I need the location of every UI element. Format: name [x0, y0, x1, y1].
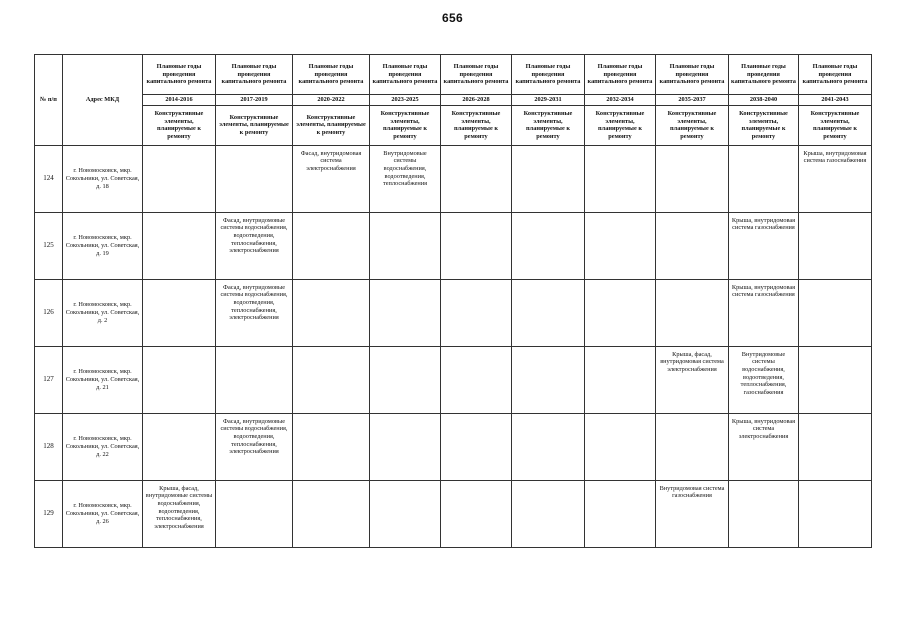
repair-elements-cell: [143, 279, 216, 346]
header-row-labels: [35, 55, 872, 95]
repair-elements-cell: [799, 279, 872, 346]
row-number: 129: [35, 480, 63, 547]
repair-elements-cell: [143, 212, 216, 279]
repair-elements-cell: Фасад, внутридомовые системы водоснабжения, водоотведения, теплоснабжения, электроснабжения: [216, 413, 293, 480]
repair-elements-cell: [441, 413, 512, 480]
page-number: 656: [442, 11, 463, 25]
repair-elements-cell: [216, 346, 293, 413]
period-header: 2020-2022: [293, 95, 370, 106]
address-header: Адрес МКД: [63, 55, 143, 146]
repair-elements-cell: [729, 145, 799, 212]
period-header: 2035-2037: [656, 95, 729, 106]
row-number: 124: [35, 145, 63, 212]
repair-elements-cell: [441, 212, 512, 279]
repair-elements-cell: Крыша, внутридомовая система газоснабжения: [799, 145, 872, 212]
planned-years-header: Плановые годы проведения капитального ремонта: [293, 55, 370, 95]
repair-elements-cell: [441, 346, 512, 413]
row-address: г. Новомосковск, мкр. Сокольники, ул. Советская, д. 19: [63, 212, 143, 279]
repair-elements-cell: [656, 413, 729, 480]
repair-elements-cell: [656, 145, 729, 212]
elements-header: Конструктивные элементы, планируемые к ремонту: [370, 105, 441, 145]
repair-elements-cell: [370, 413, 441, 480]
repair-elements-cell: [441, 145, 512, 212]
row-address: г. Новомосковск, мкр. Сокольники, ул. Советская, д. 2: [63, 279, 143, 346]
repair-elements-cell: [512, 212, 585, 279]
repair-elements-cell: Фасад, внутридомовые системы водоснабжения, водоотведения, теплоснабжения, электроснабжения: [216, 279, 293, 346]
repair-elements-cell: [729, 480, 799, 547]
repair-elements-cell: Внутридомовые системы водоснабжения, водоотведения, теплоснабжения: [370, 145, 441, 212]
table-row: [35, 346, 872, 413]
header-row-elements: [35, 105, 872, 145]
planned-years-header: Плановые годы проведения капитального ремонта: [729, 55, 799, 95]
repair-elements-cell: [656, 279, 729, 346]
repair-elements-cell: [585, 346, 656, 413]
table-body: [35, 145, 872, 547]
repair-elements-cell: [512, 413, 585, 480]
repair-elements-cell: [370, 279, 441, 346]
repair-elements-cell: [143, 413, 216, 480]
planned-years-header: Плановые годы проведения капитального ремонта: [585, 55, 656, 95]
table-row: [35, 212, 872, 279]
repair-elements-cell: [293, 212, 370, 279]
planned-years-header: Плановые годы проведения капитального ремонта: [143, 55, 216, 95]
repair-elements-cell: [585, 212, 656, 279]
repair-elements-cell: [799, 413, 872, 480]
planned-years-header: Плановые годы проведения капитального ремонта: [512, 55, 585, 95]
row-address: г. Новомосковск, мкр. Сокольники, ул. Советская, д. 21: [63, 346, 143, 413]
repair-elements-cell: [799, 346, 872, 413]
table-row: [35, 413, 872, 480]
planned-years-header: Плановые годы проведения капитального ремонта: [370, 55, 441, 95]
repair-elements-cell: [143, 145, 216, 212]
repair-elements-cell: [799, 480, 872, 547]
repair-elements-cell: [293, 413, 370, 480]
repair-elements-cell: [216, 480, 293, 547]
repair-elements-cell: [512, 346, 585, 413]
repair-elements-cell: [585, 279, 656, 346]
period-header: 2029-2031: [512, 95, 585, 106]
capital-repair-table: [34, 54, 872, 548]
row-address: г. Новомосковск, мкр. Сокольники, ул. Советская, д. 26: [63, 480, 143, 547]
header-row-years: [35, 95, 872, 106]
period-header: 2017-2019: [216, 95, 293, 106]
row-number: 127: [35, 346, 63, 413]
table-row: [35, 145, 872, 212]
planned-years-header: Плановые годы проведения капитального ремонта: [799, 55, 872, 95]
planned-years-header: Плановые годы проведения капитального ремонта: [216, 55, 293, 95]
repair-elements-cell: Крыша, внутридомовая система электроснабжения: [729, 413, 799, 480]
elements-header: Конструктивные элементы, планируемые к ремонту: [799, 105, 872, 145]
elements-header: Конструктивные элементы, планируемые к ремонту: [656, 105, 729, 145]
elements-header: Конструктивные элементы, планируемые к ремонту: [585, 105, 656, 145]
repair-elements-cell: [585, 145, 656, 212]
period-header: 2026-2028: [441, 95, 512, 106]
row-address: г. Новомосковск, мкр. Сокольники, ул. Советская, д. 22: [63, 413, 143, 480]
repair-elements-cell: [441, 480, 512, 547]
repair-elements-cell: [370, 212, 441, 279]
row-number: 126: [35, 279, 63, 346]
planned-years-header: Плановые годы проведения капитального ремонта: [656, 55, 729, 95]
repair-elements-cell: Крыша, фасад, внутридомовые системы водоснабжения, водоотведения, теплоснабжения, электроснабжения: [143, 480, 216, 547]
row-number: 128: [35, 413, 63, 480]
row-address: г. Новомосковск, мкр. Сокольники, ул. Советская, д. 18: [63, 145, 143, 212]
repair-elements-cell: [143, 346, 216, 413]
repair-elements-cell: Внутридомовая система газоснабжения: [656, 480, 729, 547]
repair-elements-cell: [441, 279, 512, 346]
num-header: № п/п: [35, 55, 63, 146]
table-row: [35, 480, 872, 547]
elements-header: Конструктивные элементы, планируемые к ремонту: [512, 105, 585, 145]
repair-elements-cell: [512, 480, 585, 547]
repair-elements-cell: [293, 279, 370, 346]
elements-header: Конструктивные элементы, планируемые к ремонту: [441, 105, 512, 145]
repair-elements-cell: [585, 480, 656, 547]
repair-elements-cell: Крыша, фасад, внутридомовая система электроснабжения: [656, 346, 729, 413]
repair-elements-cell: [799, 212, 872, 279]
repair-elements-cell: Крыша, внутридомовая система газоснабжения: [729, 279, 799, 346]
period-header: 2032-2034: [585, 95, 656, 106]
elements-header: Конструктивные элементы, планируемые к ремонту: [293, 105, 370, 145]
elements-header: Конструктивные элементы, планируемые к ремонту: [729, 105, 799, 145]
elements-header: Конструктивные элементы, планируемые к ремонту: [143, 105, 216, 145]
repair-elements-cell: Внутридомовые системы водоснабжения, водоотведения, теплоснабжения, газоснабжения: [729, 346, 799, 413]
table-row: [35, 279, 872, 346]
repair-elements-cell: [293, 480, 370, 547]
repair-elements-cell: [370, 346, 441, 413]
elements-header: Конструктивные элементы, планируемые к ремонту: [216, 105, 293, 145]
row-number: 125: [35, 212, 63, 279]
repair-elements-cell: [293, 346, 370, 413]
repair-elements-cell: Фасад, внутридомовая система электроснабжения: [293, 145, 370, 212]
period-header: 2041-2043: [799, 95, 872, 106]
repair-elements-cell: [216, 145, 293, 212]
repair-elements-cell: [370, 480, 441, 547]
repair-elements-cell: [512, 279, 585, 346]
repair-elements-cell: Фасад, внутридомовые системы водоснабжения, водоотведения, теплоснабжения, электроснабжения: [216, 212, 293, 279]
table-header: [35, 55, 872, 146]
repair-elements-cell: [512, 145, 585, 212]
repair-elements-cell: [585, 413, 656, 480]
period-header: 2038-2040: [729, 95, 799, 106]
period-header: 2023-2025: [370, 95, 441, 106]
planned-years-header: Плановые годы проведения капитального ремонта: [441, 55, 512, 95]
repair-elements-cell: [656, 212, 729, 279]
repair-elements-cell: Крыша, внутридомовая система газоснабжения: [729, 212, 799, 279]
period-header: 2014-2016: [143, 95, 216, 106]
